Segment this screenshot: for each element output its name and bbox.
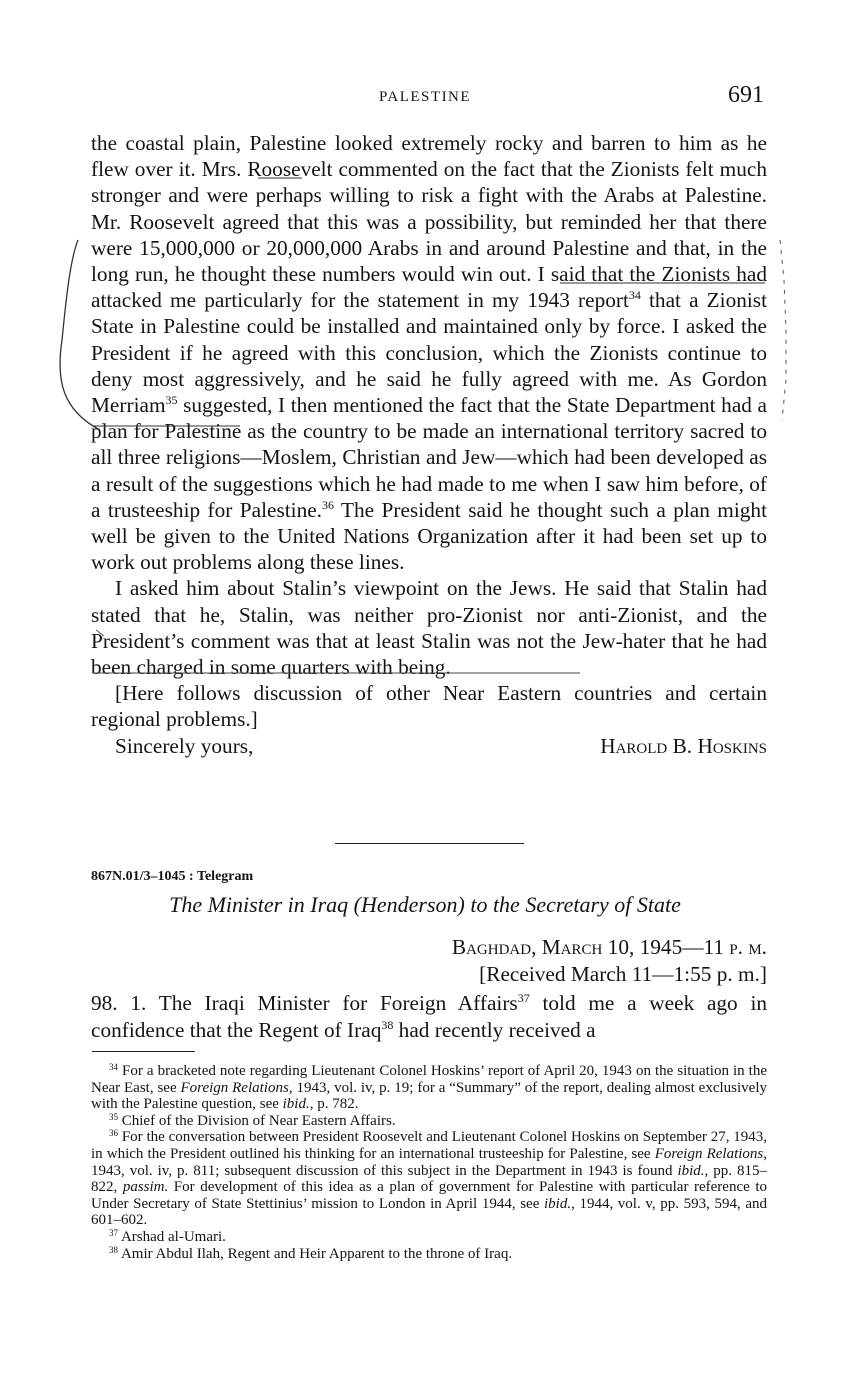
fn36-text-4: For development of this idea as a plan of government for Palestine with particular reference to Under Secretary of State Stettinius’ mission to London in April 1944, see (91, 1179, 767, 1212)
document-title: The Minister in Iraq (Henderson) to the Secretary of State (169, 892, 681, 917)
footnote-34 (91, 1063, 767, 1113)
telegram-paragraph-98 (91, 990, 767, 1044)
fn36-italic-4: ibid. (543, 1195, 572, 1212)
fn36-italic-2: ibid. (677, 1162, 705, 1179)
letter-paragraph-3: [Here follows discussion of other Near Eastern countries and certain regional problems.] (91, 681, 767, 732)
dateline: Baghdad, March 10, 1945—11 p. m. (451, 935, 767, 959)
footnote-number: 34 (109, 1062, 118, 1072)
footnote-ref-38: 38 (381, 1018, 394, 1032)
fn36-text-2: , 1943, vol. iv, p. 811; subsequent discussion of this subject in the Department in 1943 is found (91, 1145, 767, 1179)
complimentary-close: Sincerely yours, (115, 733, 254, 758)
footnote-divider (92, 1051, 195, 1052)
footnote-number: 35 (109, 1111, 118, 1122)
footnote-ref-34: 34 (628, 288, 641, 303)
letter-p1-text-b: that a Zionist State in Palestine could be installed and maintained only by force. I asked the President if he agreed with this conclusion, which the Zionists continue to deny most aggressively, and he said he fully agreed with me. As Gordon Merriam (91, 288, 767, 418)
letter-paragraph-1 (91, 130, 767, 575)
received-line: [Received March 11—1:55 p. m.] (479, 962, 767, 986)
footnote-number: 36 (109, 1128, 118, 1139)
footnote-ref-35: 35 (165, 393, 178, 408)
fn34-text-1: For a bracketed note regarding Lieutenant Colonel Hoskins’ report of April 20, 1943 on the situation in the Near East, see (91, 1063, 767, 1096)
telegram-p98-text-a: 98. 1. The Iraqi Minister for Foreign Affairs (91, 991, 518, 1015)
fn34-text-2: , 1943, vol. iv, p. 19; for a “Summary” of the report, dealing almost exclusively with the Palestine question, see (91, 1079, 767, 1113)
signature: Harold B. Hoskins (600, 733, 767, 758)
footnote-number: 37 (109, 1227, 118, 1238)
footnote-ref-36: 36 (322, 497, 334, 512)
footnote-37 (91, 1229, 767, 1246)
letter-closing (91, 733, 767, 759)
fn34-text-3: , p. 782. (309, 1096, 359, 1113)
fn36-text-3: , pp. 815–822, (91, 1162, 767, 1196)
dateline-block (91, 934, 767, 988)
page-number: 691 (728, 82, 764, 108)
footnote-35 (91, 1113, 767, 1130)
letter-p1-text-a: the coastal plain, Palestine looked extremely rocky and barren to him as he flew over it. Mrs. Roosevelt commented on the fact that the Zionists felt much stronger and were perhaps willing to risk a fight with the Arabs at Palestine. Mr. Roosevelt agreed that this was a possibility, but reminded her that there were 15,000,000 or 20,000,000 Arabs in and around Palestine and that, in the long run, he thought these numbers would win out. I said that the Zionists had attacked me particularly for the statement in my 1943 report (91, 131, 767, 313)
letter-p1-text-c: suggested, I then mentioned the fact that the State Department had a plan for Palestine as the country to be made an international territory sacred to all three religions—Moslem, Christian and Jew—which had been developed as a result of the suggestions which he had made to me when I saw him before, of a trusteeship for Palestine. (91, 393, 767, 522)
telegram-p98-text-c: had recently received a (393, 1018, 596, 1042)
footnote-38 (91, 1246, 767, 1263)
letter-body (91, 130, 767, 759)
fn34-italic-2: ibid. (282, 1096, 310, 1113)
fn36-text-1: For the conversation between President Roosevelt and Lieutenant Colonel Hoskins on September 27, 1943, in which the President outlined his thinking for an international trusteeship for Palestine, see (91, 1129, 767, 1162)
fn34-italic-1: Foreign Relations (180, 1079, 289, 1096)
fn37-text: Arshad al-Umari. (120, 1228, 226, 1245)
fn36-italic-1: Foreign Relations (654, 1145, 764, 1162)
letter-paragraph-2: I asked him about Stalin’s viewpoint on the Jews. He said that Stalin had stated that he, Stalin, was neither pro-Zionist nor anti-Zionist, and the President’s comment was that at least Stalin was not the Jew-hater that he had been charged in some quarters with being. (91, 576, 767, 680)
file-reference: 867N.01/3–1045 : Telegram (91, 869, 254, 884)
footnote-36 (91, 1129, 767, 1229)
running-header: PALESTINE (378, 89, 472, 105)
fn36-italic-3: passim. (122, 1179, 169, 1196)
telegram-p98-text-b: told me a week ago in confidence that the Regent of Iraq (91, 991, 768, 1042)
letter-p1-text-d: The President said he thought such a plan might well be given to the United Nations Organization after it had been set up to work out problems along these lines. (91, 497, 767, 575)
footnotes (91, 1063, 767, 1262)
footnote-ref-37: 37 (517, 991, 530, 1005)
fn36-text-5: , 1944, vol. v, pp. 593, 594, and 601–602. (91, 1195, 767, 1229)
right-margin-line (780, 240, 786, 420)
footnote-number: 38 (109, 1244, 118, 1255)
fn35-text: Chief of the Division of Near Eastern Affairs. (121, 1112, 396, 1129)
section-divider (335, 843, 524, 844)
fn38-text: Amir Abdul Ilah, Regent and Heir Apparent to the throne of Iraq. (120, 1245, 513, 1262)
